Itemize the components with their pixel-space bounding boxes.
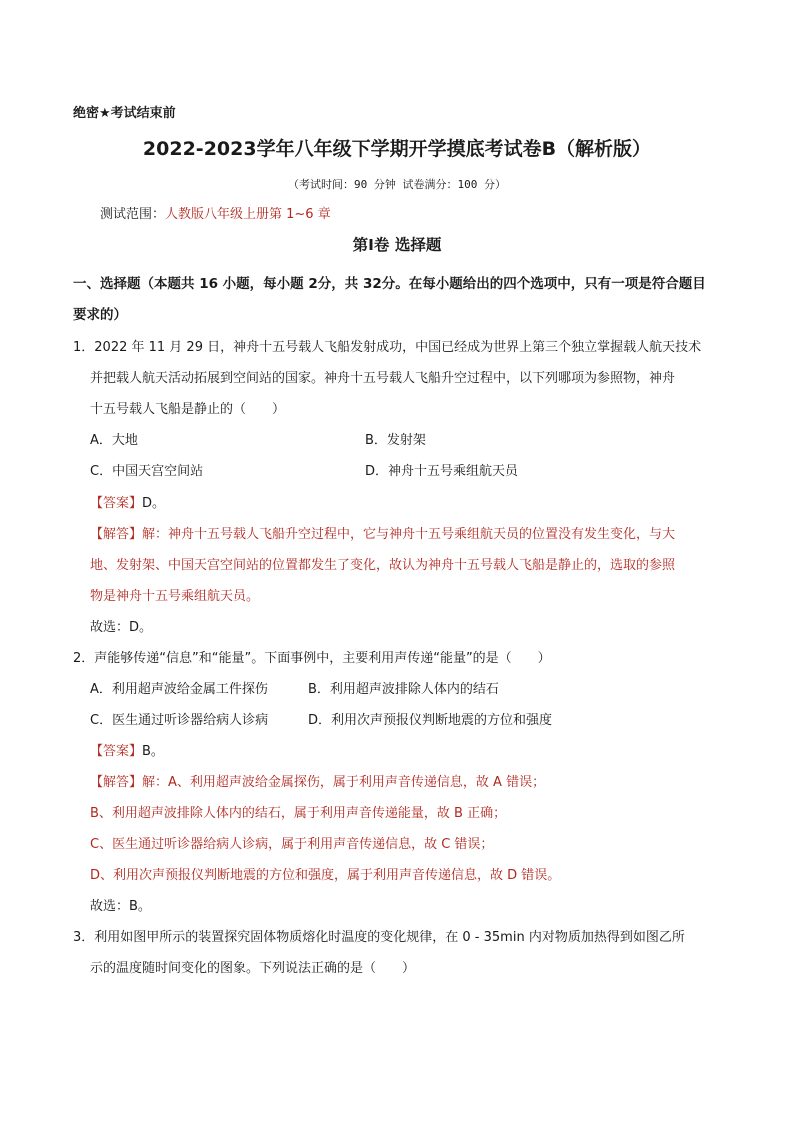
q2-option-c: C．医生通过听诊器给病人诊病 <box>90 713 269 728</box>
q1-option-b: B．发射架 <box>365 433 426 448</box>
exam-info: （考试时间：90 分钟 试卷满分：100 分） <box>288 178 506 191</box>
q2-analysis-c: C、医生通过听诊器给病人诊病，属于利用声音传递信息，故 C 错误； <box>90 837 494 852</box>
q1-analysis-label: 【解答】 <box>90 527 143 542</box>
q1-answer <box>90 492 165 511</box>
section-instructions-line2: 要求的） <box>73 307 127 323</box>
q2-option-a: A．利用超声波给金属工件探伤 <box>90 682 268 697</box>
q1-answer-value: D。 <box>142 496 166 511</box>
q2-analysis-d: D、利用次声预报仪判断地震的方位和强度，属于利用声音传递信息，故 D 错误。 <box>90 868 561 883</box>
q2-analysis-a: 【解答】解：A、利用超声波给金属探伤，属于利用声音传递信息，故 A 错误； <box>90 775 546 790</box>
q3-stem-line2: 示的温度随时间变化的图象。下列说法正确的是（ ） <box>90 961 416 976</box>
q3-stem-line1: 3．利用如图甲所示的装置探究固体物质熔化时温度的变化规律，在 0 - 35min 内对物质加热得到如图乙所 <box>73 930 685 945</box>
q2-option-d: D．利用次声预报仪判断地震的方位和强度 <box>308 713 553 728</box>
section-instructions-line1: 一、选择题（本题共 16 小题，每小题 2分，共 32分。在每小题给出的四个选项中，只有一项是符合题目 <box>73 276 706 292</box>
q1-option-c: C．中国天宫空间站 <box>90 464 204 479</box>
q1-stem-line2: 并把载人航天活动拓展到空间站的国家。神舟十五号载人飞船升空过程中，以下列哪项为参照物，神舟 <box>90 371 676 386</box>
q1-choice: 故选：D。 <box>90 620 153 635</box>
q2-choice: 故选：B。 <box>90 899 151 914</box>
q2-stem: 2．声能够传递“信息”和“能量”。下面事例中，主要利用声传递“能量”的是（ ） <box>73 651 551 666</box>
q2-analysis-label: 【解答】 <box>90 775 143 790</box>
scope-label: 测试范围： <box>100 207 166 222</box>
scope-value: 人教版八年级上册第 1~6 章 <box>165 207 331 222</box>
q2-answer-value: B。 <box>142 744 164 759</box>
q2-answer <box>90 740 164 759</box>
q2-answer-label: 【答案】 <box>90 744 143 759</box>
part-title: 第Ⅰ卷 选择题 <box>352 236 442 254</box>
q1-option-d: D．神舟十五号乘组航天员 <box>365 464 519 479</box>
q1-analysis-line2: 地、发射架、中国天宫空间站的位置都发生了变化，故认为神舟十五号载人飞船是静止的，选取的参照 <box>90 558 676 573</box>
q2-analysis-b: B、利用超声波排除人体内的结石，属于利用声音传递能量，故 B 正确； <box>90 806 507 821</box>
q1-answer-label: 【答案】 <box>90 496 143 511</box>
q1-analysis-line3: 物是神舟十五号乘组航天员。 <box>90 589 260 604</box>
confidential-label: 绝密★考试结束前 <box>73 106 176 121</box>
q1-analysis-line1: 【解答】解：神舟十五号载人飞船升空过程中，它与神舟十五号乘组航天员的位置没有发生变化，与大 <box>90 527 676 542</box>
q1-stem-line1: 1．2022 年 11 月 29 日，神舟十五号载人飞船发射成功，中国已经成为世界上第三个独立掌握载人航天技术 <box>73 340 702 355</box>
q1-option-a: A．大地 <box>90 433 138 448</box>
page-title: 2022-2023学年八年级下学期开学摸底考试卷B（解析版） <box>142 138 652 160</box>
q2-option-b: B．利用超声波排除人体内的结石 <box>308 682 499 697</box>
q1-stem-line3: 十五号载人飞船是静止的（ ） <box>90 402 286 417</box>
test-scope <box>100 203 331 222</box>
